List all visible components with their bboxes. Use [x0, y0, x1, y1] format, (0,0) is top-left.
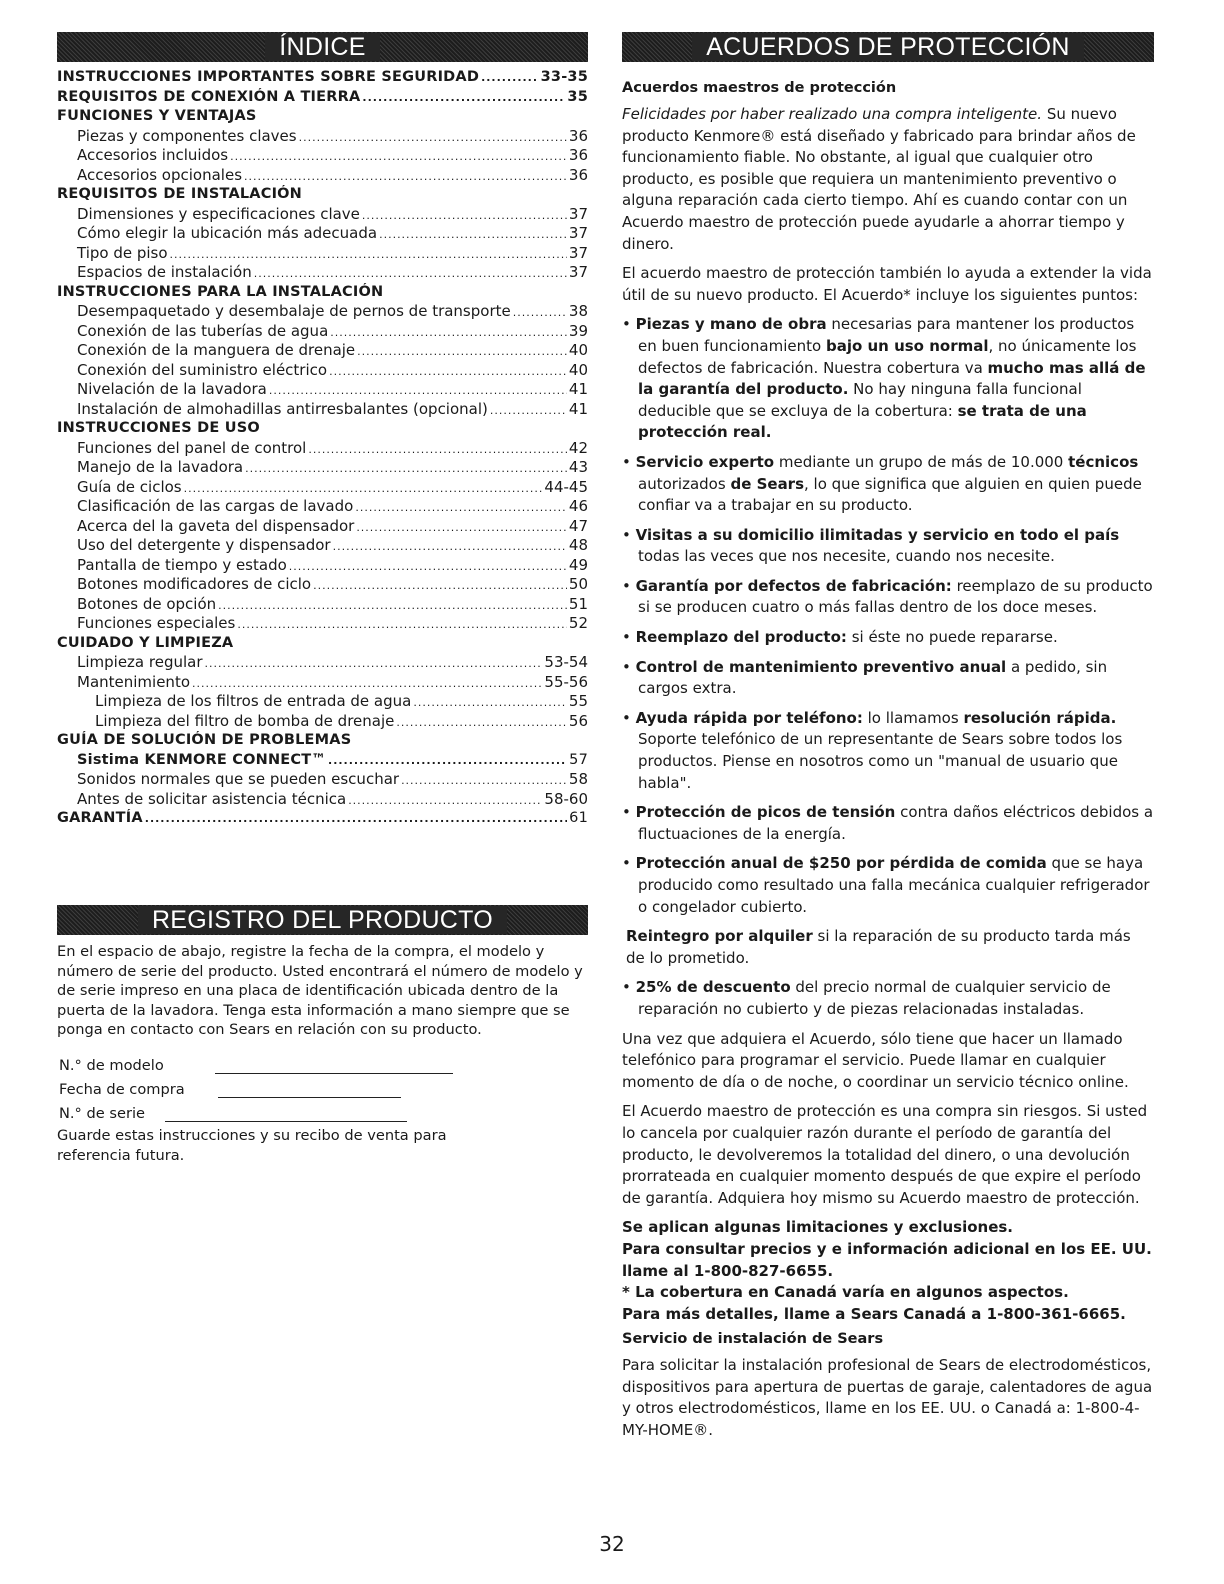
registro-note: Guarde estas instrucciones y su recibo de venta para referencia futura.: [57, 1126, 447, 1164]
toc-item-label: Instalación de almohadillas antirresbalantes (opcional): [77, 399, 488, 418]
toc-item-label: Botones de opción: [77, 594, 217, 613]
toc-page: 58: [568, 770, 588, 788]
toc-page: 47: [568, 516, 588, 535]
toc-page: 36: [568, 146, 588, 164]
toc-leader: [170, 245, 567, 264]
toc-leader: [348, 791, 542, 810]
benefit-text: , no únicamente los defectos de fabricación. Nuestra cobertura va: [638, 336, 1137, 377]
benefit-text: , lo que significa que alguien en quien puede confiar va a trabajar en su producto.: [638, 474, 1142, 515]
toc-item[interactable]: [57, 536, 588, 556]
toc-item-label: Uso del detergente y dispensador: [77, 536, 331, 554]
toc-leader: [379, 225, 567, 244]
benefit-text: que se haya producido como resultado una falla mecánica cualquier refrigerador o congelador cubierto.: [638, 854, 1150, 916]
toc-leader: [205, 654, 543, 673]
benefit-title: Piezas y mano de obra: [635, 315, 827, 334]
toc-page: 53-54: [544, 653, 588, 671]
toc-page: 41: [568, 380, 588, 398]
serial-number-line[interactable]: [165, 1104, 407, 1122]
toc-item[interactable]: [57, 400, 588, 420]
toc-page: 39: [568, 321, 588, 340]
toc-page: 42: [568, 438, 588, 457]
toc-item-label: Clasificación de las cargas de lavado: [77, 497, 354, 515]
benefit-text: todas las veces que nos necesite, cuando nos necesite.: [638, 547, 1055, 566]
toc-page: 52: [568, 614, 588, 632]
toc-page: 37: [568, 263, 588, 281]
benefit-item: • Protección anual de $250 por pérdida de comida que se haya producido como resultado una falla mecánica cualquier refrigerador o congelador cubierto.: [622, 854, 1150, 916]
toc-page: 40: [568, 360, 588, 379]
instalacion-para: Para solicitar la instalación profesional de Sears de electrodomésticos, dispositivos para apertura de puertas de garaje, calentadores de agua y otros electrodomésticos, llame en los EE. UU. o Canadá a: 1-800-4-MY-HOME®.: [622, 1356, 1153, 1440]
benefit-text: del precio normal de cualquier servicio de reparación no cubierto y de piezas relacionadas instaladas.: [638, 978, 1111, 1018]
toc-item[interactable]: [57, 361, 588, 381]
intro-italic: Felicidades por haber realizado una compra inteligente.: [622, 105, 1043, 123]
toc-leader: [481, 68, 539, 88]
registro-intro: En el espacio de abajo, registre la fecha de la compra, el modelo y número de serie del producto. Usted encontrará el número de modelo y de serie impreso en una placa de identificación ubicada dentro de la puerta de la lavadora. Tenga esta información a mano siempre que se ponga en contacto con Sears en relación con su producto.: [57, 943, 583, 1039]
reintegro-text: si la reparación de su producto tarda más de lo prometido.: [626, 927, 1131, 967]
toc-item-label: Funciones especiales: [77, 614, 236, 632]
toc-leader: [230, 147, 567, 166]
benefit-title: Servicio experto: [635, 452, 775, 471]
toc-page: 37: [568, 243, 588, 262]
toc-leader: [299, 128, 567, 147]
toc-section-uso: [57, 419, 588, 439]
toc-section-problemas: [57, 731, 588, 751]
benefit-title: Control de mantenimiento preventivo anual: [635, 657, 1007, 676]
model-number-field[interactable]: [59, 1050, 588, 1074]
benefit-item: • Servicio experto mediante un grupo de más de 10.000 técnicos autorizados de Sears, lo que significa que alguien en quien puede confiar va a trabajar en su producto.: [622, 452, 1142, 515]
toc-item[interactable]: [57, 575, 588, 595]
toc-leader: [254, 264, 567, 283]
toc-section-requisitos: [57, 185, 588, 205]
toc-item-label: Accesorios incluidos: [77, 146, 229, 164]
registro-fields: [57, 1050, 588, 1122]
intro-rest: Su nuevo producto Kenmore® está diseñado y fabricado para brindar años de funcionamiento fiable. No obstante, al igual que cualquier otro producto, es posible que requiera un mantenimiento preventivo o alguna reparación cada cierto tiempo. Ahí es cuando contar con un Acuerdo maestro de protección puede ayudarle a ahorrar tiempo y dinero.: [622, 105, 1136, 253]
toc-item[interactable]: [57, 458, 588, 478]
benefit-item: • Piezas y mano de obra necesarias para mantener los productos en buen funcionamiento bajo un uso normal, no únicamente los defectos de fabricación. Nuestra cobertura va mucho mas allá de la garantía del producto. No hay ninguna falla funcional deducible que se excluya de la cobertura: se trata de una protección real.: [622, 315, 1146, 442]
benefit-text: Soporte telefónico de un representante de Sears sobre todos los productos. Piense en nosotros como un "manual de usuario que habla".: [638, 730, 1123, 792]
toc-page: 51: [568, 594, 588, 613]
toc-item-label: Limpieza de los filtros de entrada de agua: [95, 692, 412, 710]
toc-section-funciones: [57, 107, 588, 127]
toc-title: ÍNDICE: [265, 33, 380, 61]
acuerdos-para-4: El Acuerdo maestro de protección es una compra sin riesgos. Si usted lo cancela por cualquier razón durante el período de garantía del producto, le devolveremos la totalidad del dinero, o una devolución prorrateada en cualquier momento después de que expire el período de garantía. Adquiera hoy mismo su Acuerdo maestro de protección.: [622, 1102, 1148, 1207]
toc-page: 61: [569, 810, 588, 826]
toc-section-tierra[interactable]: [57, 88, 588, 108]
toc-leader: [289, 557, 567, 576]
acuerdos-intro: [622, 104, 1154, 255]
toc-page: 37: [568, 224, 588, 242]
benefit-text: necesarias para mantener los productos en buen funcionamiento: [638, 315, 1135, 355]
toc-item[interactable]: [57, 263, 588, 283]
toc-leader: [245, 459, 567, 478]
toc-page: 56: [568, 711, 588, 730]
toc-item-label: Limpieza regular: [77, 653, 203, 671]
canada-coverage-text: * La cobertura en Canadá varía en algunos aspectos.: [622, 1283, 1069, 1302]
benefit-bold: de Sears: [730, 474, 805, 493]
toc-section-seguridad[interactable]: [57, 68, 588, 88]
toc-heading: INSTRUCCIONES IMPORTANTES SOBRE SEGURIDAD: [57, 69, 480, 85]
benefit-text: mediante un grupo de más de 10.000: [774, 452, 1069, 471]
toc-heading: REQUISITOS DE INSTALACIÓN: [57, 186, 303, 202]
toc-leader: [244, 167, 567, 186]
toc-leader: [333, 537, 567, 556]
toc-item-label: Espacios de instalación: [77, 263, 252, 281]
toc-leader: [357, 342, 567, 361]
toc-page: 49: [568, 555, 588, 574]
toc-item[interactable]: [57, 595, 588, 615]
benefit-text: si éste no puede repararse.: [846, 628, 1058, 647]
toc-leader: [401, 771, 567, 790]
toc-leader: [313, 576, 567, 595]
toc-page: 33-35: [540, 69, 588, 85]
toc-item-label: Conexión del suministro eléctrico: [77, 360, 328, 379]
contact-canada-text: Para más detalles, llame a Sears Canadá a 1-800-361-6665.: [622, 1304, 1126, 1323]
acuerdos-heading: Acuerdos maestros de protección: [622, 80, 897, 96]
toc-page: 41: [568, 399, 588, 418]
toc-item-label: Dimensiones y especificaciones clave: [77, 204, 360, 223]
toc-page: 58-60: [544, 789, 588, 808]
model-number-label: N.° de modelo: [59, 1056, 164, 1074]
purchase-date-field[interactable]: [59, 1074, 588, 1098]
acuerdos-column: [622, 32, 1154, 1442]
toc-item[interactable]: [57, 166, 588, 186]
toc-page: 44-45: [544, 477, 588, 496]
toc-page: 40: [568, 341, 588, 359]
benefit-item: • Protección de picos de tensión contra daños eléctricos debidos a fluctuaciones de la energía.: [622, 803, 1154, 843]
toc-item[interactable]: [57, 380, 588, 400]
toc-leader: [218, 596, 567, 615]
toc-item-label: Manejo de la lavadora: [77, 458, 244, 476]
toc-item[interactable]: [57, 302, 588, 322]
toc-item[interactable]: [57, 127, 588, 147]
toc-leader: [362, 88, 565, 108]
toc-item-label: Sistima KENMORE CONNECT™: [77, 751, 327, 768]
toc-item[interactable]: [57, 712, 588, 732]
toc-heading: CUIDADO Y LIMPIEZA: [57, 634, 234, 651]
toc-page: 35: [567, 88, 588, 105]
toc-item-label: Piezas y componentes claves: [77, 126, 297, 145]
toc-leader: [145, 809, 567, 829]
toc-item-label: Antes de solicitar asistencia técnica: [77, 789, 347, 808]
benefit-text: contra daños eléctricos debidos a fluctuaciones de la energía.: [638, 803, 1154, 843]
purchase-date-label: Fecha de compra: [59, 1080, 185, 1098]
benefit-item: • 25% de descuento del precio normal de cualquier servicio de reparación no cubierto y de piezas relacionadas instaladas.: [622, 978, 1111, 1018]
toc-leader: [237, 615, 567, 634]
toc-column: [57, 32, 588, 829]
toc-item-label: Botones modificadores de ciclo: [77, 575, 312, 593]
reintegro-title: Reintegro por alquiler: [626, 927, 813, 946]
toc-page: 38: [568, 302, 588, 320]
toc-item[interactable]: [57, 478, 588, 498]
toc-page: 55-56: [544, 672, 588, 691]
toc-item-label: Pantalla de tiempo y estado: [77, 555, 287, 574]
toc-item-label: Conexión de las tuberías de agua: [77, 321, 329, 340]
toc-leader: [328, 751, 567, 771]
acuerdos-title: ACUERDOS DE PROTECCIÓN: [692, 33, 1084, 61]
toc-item[interactable]: [57, 517, 588, 537]
toc-item[interactable]: [57, 341, 588, 361]
toc-item-label: Cómo elegir la ubicación más adecuada: [77, 224, 378, 242]
toc-item[interactable]: [57, 790, 588, 810]
toc-item[interactable]: [57, 146, 588, 166]
serial-number-label: N.° de serie: [59, 1104, 145, 1122]
purchase-date-line[interactable]: [218, 1080, 401, 1098]
acuerdos-para-2: El acuerdo maestro de protección también lo ayuda a extender la vida útil de su nuevo producto. El Acuerdo* incluye los siguientes puntos:: [622, 264, 1152, 304]
toc-heading: INSTRUCCIONES PARA LA INSTALACIÓN: [57, 283, 384, 300]
toc-page: 36: [568, 165, 588, 184]
acuerdos-para-3: Una vez que adquiera el Acuerdo, sólo tiene que hacer un llamado telefónico para programar el servicio. Puede llamar en cualquier momento de día o de noche, o coordinar un servicio técnico online.: [622, 1029, 1129, 1091]
benefit-bold: técnicos: [1068, 452, 1139, 471]
toc-item[interactable]: [57, 224, 588, 244]
toc-leader: [330, 323, 567, 342]
benefit-bold: mucho mas allá de la garantía del producto.: [638, 358, 1146, 399]
toc-heading: GARANTÍA: [57, 810, 143, 826]
toc-item[interactable]: [57, 673, 588, 693]
toc-heading: FUNCIONES Y VENTAJAS: [57, 108, 257, 124]
benefit-text: autorizados: [638, 474, 731, 493]
registro-title: REGISTRO DEL PRODUCTO: [138, 906, 507, 934]
toc-item-label: Mantenimiento: [77, 672, 190, 691]
limitaciones-block: [622, 1217, 1154, 1325]
registro-banner: [57, 905, 588, 935]
benefit-text: No hay ninguna falla funcional deducible que se excluya de la cobertura:: [638, 380, 1082, 420]
toc-page: 36: [568, 126, 588, 145]
serial-number-field[interactable]: [59, 1098, 588, 1122]
toc-page: 46: [568, 497, 588, 515]
toc-item-label: Guía de ciclos: [77, 477, 182, 496]
toc-page: 37: [568, 204, 588, 223]
toc-item-label: Acerca del la gaveta del dispensador: [77, 516, 355, 535]
toc-list: [57, 68, 588, 829]
toc-section-instalacion: [57, 283, 588, 303]
benefit-title: Protección anual de $250 por pérdida de comida: [635, 854, 1047, 873]
contact-us-text: Para consultar precios y e información adicional en los EE. UU. llame al 1-800-827-6655.: [622, 1239, 1152, 1280]
toc-item[interactable]: [57, 205, 588, 225]
toc-page: 50: [568, 575, 588, 593]
toc-leader: [329, 362, 567, 381]
toc-item[interactable]: [57, 497, 588, 517]
toc-leader: [513, 303, 567, 322]
toc-heading: REQUISITOS DE CONEXIÓN A TIERRA: [57, 88, 361, 105]
benefit-item: • Visitas a su domicilio ilimitadas y servicio en todo el país todas las veces que nos necesite, cuando nos necesite.: [622, 525, 1120, 566]
toc-page: 43: [568, 458, 588, 476]
toc-banner: [57, 32, 588, 62]
acuerdos-banner: [622, 32, 1154, 62]
toc-leader: [362, 206, 567, 225]
toc-item[interactable]: [57, 244, 588, 264]
benefit-title: Visitas a su domicilio ilimitadas y servicio en todo el país: [635, 525, 1120, 544]
benefit-bold: bajo un uso normal: [825, 336, 989, 355]
benefit-title: Protección de picos de tensión: [635, 803, 896, 822]
toc-item-label: Nivelación de la lavadora: [77, 380, 267, 398]
benefit-item: • Garantía por defectos de fabricación: reemplazo de su producto si se producen cuatro o más fallas dentro de los doce meses.: [622, 576, 1153, 617]
benefit-title: Garantía por defectos de fabricación:: [635, 576, 952, 595]
toc-item[interactable]: [57, 692, 588, 712]
model-number-line[interactable]: [215, 1056, 453, 1074]
benefit-text: lo llamamos: [862, 708, 964, 727]
benefit-title: 25% de descuento: [635, 978, 791, 997]
benefit-text: a pedido, sin cargos extra.: [638, 657, 1108, 698]
toc-item-label: Sonidos normales que se pueden escuchar: [77, 770, 400, 788]
toc-leader: [413, 693, 567, 712]
toc-item-label: Conexión de la manguera de drenaje: [77, 341, 356, 359]
reintegro-para: [622, 926, 1154, 969]
benefit-bold: se trata de una protección real.: [638, 401, 1087, 442]
toc-leader: [308, 440, 567, 459]
benefit-item: • Reemplazo del producto: si éste no puede repararse.: [622, 628, 1058, 647]
limitaciones-text: Se aplican algunas limitaciones y exclusiones.: [622, 1218, 1013, 1237]
toc-leader: [192, 674, 542, 693]
toc-item-label: Funciones del panel de control: [77, 438, 307, 457]
benefit-title: Reemplazo del producto:: [635, 628, 847, 647]
toc-item[interactable]: [57, 653, 588, 673]
toc-item-label: Limpieza del filtro de bomba de drenaje: [95, 711, 395, 730]
toc-section-garantia[interactable]: [57, 809, 588, 829]
toc-page: 57: [569, 751, 588, 768]
toc-item-label: Desempaquetado y desembalaje de pernos de transporte: [77, 302, 511, 320]
toc-item[interactable]: [57, 439, 588, 459]
toc-leader: [184, 479, 543, 498]
toc-item[interactable]: [57, 751, 588, 771]
page-number: 32: [599, 1532, 625, 1556]
toc-leader: [396, 713, 567, 732]
toc-heading: GUÍA DE SOLUCIÓN DE PROBLEMAS: [57, 732, 352, 748]
toc-page: 55: [568, 692, 588, 710]
toc-section-cuidado: [57, 634, 588, 654]
toc-heading: INSTRUCCIONES DE USO: [57, 420, 260, 436]
benefit-item: • Control de mantenimiento preventivo anual a pedido, sin cargos extra.: [622, 657, 1108, 698]
toc-leader: [490, 401, 567, 420]
toc-item[interactable]: [57, 614, 588, 634]
benefit-item: • Ayuda rápida por teléfono: lo llamamos resolución rápida. Soporte telefónico de un representante de Sears sobre todos los productos. Piense en nosotros como un "manual de usuario que habla".: [622, 708, 1123, 792]
toc-item[interactable]: [57, 322, 588, 342]
benefit-bold: resolución rápida.: [963, 708, 1117, 727]
toc-item[interactable]: [57, 556, 588, 576]
toc-leader: [356, 518, 567, 537]
benefit-text: reemplazo de su producto si se producen cuatro o más fallas dentro de los doce meses.: [638, 576, 1153, 617]
toc-item-label: Tipo de piso: [77, 243, 168, 262]
toc-leader: [269, 381, 567, 400]
benefit-title: Ayuda rápida por teléfono:: [635, 708, 863, 727]
toc-page: 48: [568, 536, 588, 554]
toc-item[interactable]: [57, 770, 588, 790]
toc-leader: [355, 498, 567, 517]
registro-section: [57, 905, 588, 1165]
instalacion-heading: Servicio de instalación de Sears: [622, 1331, 884, 1348]
toc-item-label: Accesorios opcionales: [77, 165, 243, 184]
